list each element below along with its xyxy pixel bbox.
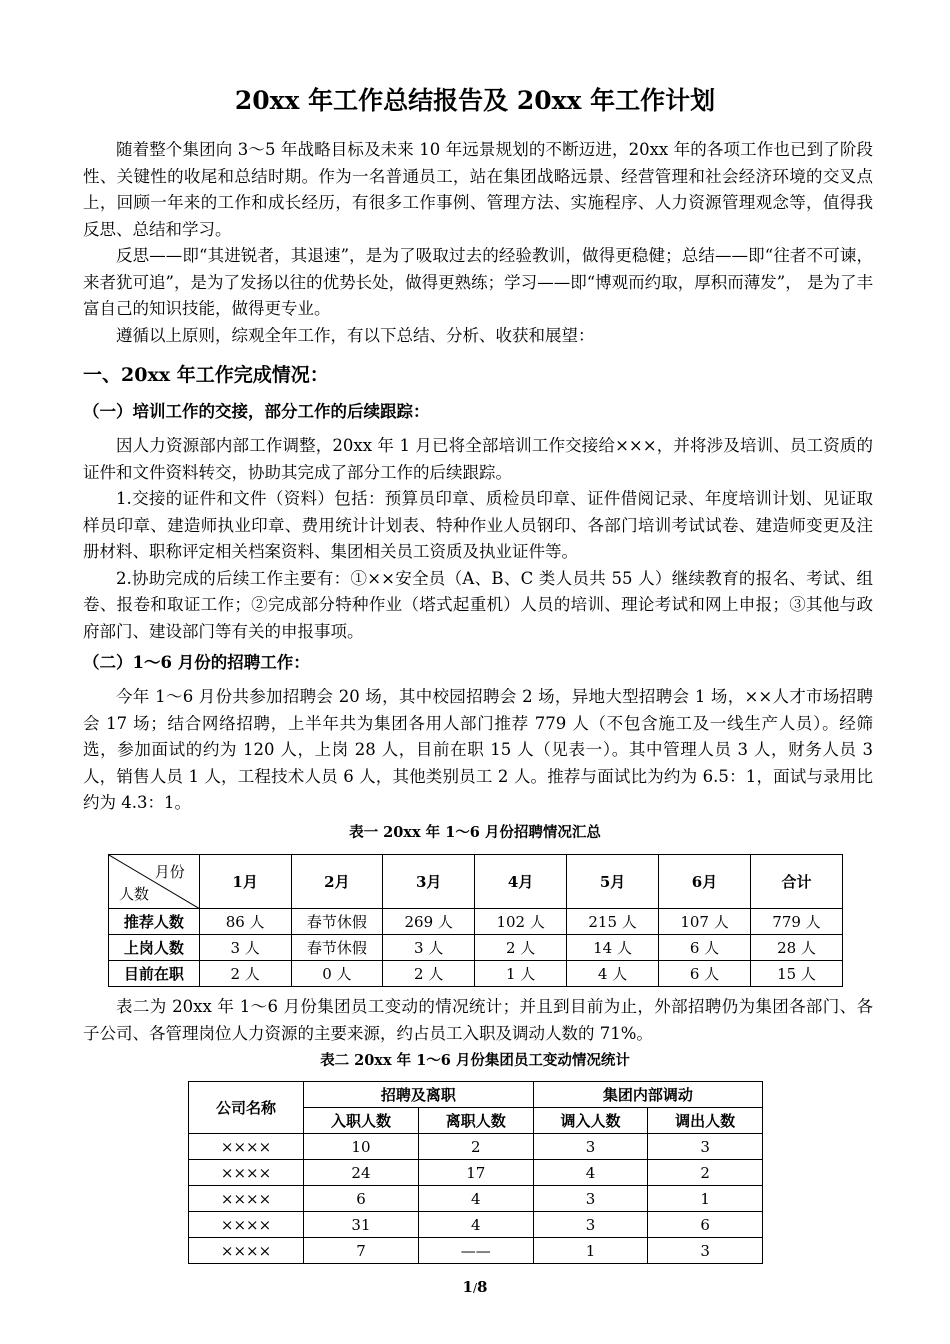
table2-company: ×××× <box>189 1212 304 1238</box>
table1-row-label: 目前在职 <box>109 961 200 987</box>
table1-cell: 4 人 <box>567 961 659 987</box>
intro-section <box>83 137 873 349</box>
table1-cell: 779 人 <box>750 909 842 935</box>
table2-group-header: 招聘及离职 <box>304 1082 534 1108</box>
table2-company-header: 公司名称 <box>189 1082 304 1134</box>
table2-cell: 17 <box>418 1160 533 1186</box>
page-number <box>0 1278 950 1296</box>
table1-row-label: 推荐人数 <box>109 909 200 935</box>
table2-cell: 2 <box>418 1134 533 1160</box>
table2-subheader: 调入人数 <box>533 1108 648 1134</box>
table2-cell: 3 <box>533 1134 648 1160</box>
intro-paragraph-2: 反思——即“其进锐者，其退速”，是为了吸取过去的经验教训，做得更稳健；总结——即“往者不可谏，来者犹可追”，是为了发扬以往的优势长处，做得更熟练；学习——即“博观而约取，厚积而薄发”， 是为了丰富自己的知识技能，做得更专业。 <box>83 246 873 318</box>
table2-staff-changes <box>188 1081 763 1264</box>
table-row <box>189 1160 763 1186</box>
table1-header: 合计 <box>750 855 842 909</box>
table1-row-label: 上岗人数 <box>109 935 200 961</box>
table1-cell: 2 人 <box>383 961 475 987</box>
table1-header: 2月 <box>291 855 383 909</box>
table2-subheader: 离职人数 <box>418 1108 533 1134</box>
table1-cell: 2 人 <box>199 961 291 987</box>
table1-cell: 3 人 <box>383 935 475 961</box>
training-paragraph-1: 因人力资源部内部工作调整，20xx 年 1 月已将全部培训工作交接给×××，并将涉及培训、员工资质的证件和文件资料转交，协助其完成了部分工作的后续跟踪。 <box>83 436 873 482</box>
training-paragraph-3: 2.协助完成的后续工作主要有：①××安全员（A、B、C 类人员共 55 人）继续教育的报名、考试、组卷、报卷和取证工作；②完成部分特种作业（塔式起重机）人员的培训、理论考试和网上申报；③其他与政府部门、建设部门等有关的申报事项。 <box>83 568 873 641</box>
training-paragraph-2: 1.交接的证件和文件（资料）包括：预算员印章、质检员印章、证件借阅记录、年度培训计划、见证取样员印章、建造师执业印章、费用统计计划表、特种作业人员钢印、各部门培训考试试卷、建造师变更及注册材料、职称评定相关档案资料、集团相关员工资质及执业证件等。 <box>83 489 873 561</box>
subsection-heading-1: （一）培训工作的交接，部分工作的后续跟踪： <box>83 402 430 421</box>
table1-header: 4月 <box>475 855 567 909</box>
corner-label-people: 人数 <box>119 885 150 903</box>
table2-cell: 4 <box>418 1212 533 1238</box>
table2-cell: 6 <box>304 1186 419 1212</box>
table1-header: 5月 <box>567 855 659 909</box>
table1-cell: 86 人 <box>199 909 291 935</box>
table2-cell: 1 <box>648 1186 763 1212</box>
subsection-1-body <box>83 433 873 645</box>
table1-header: 1月 <box>199 855 291 909</box>
table1-cell: 春节休假 <box>291 935 383 961</box>
table2-cell: 10 <box>304 1134 419 1160</box>
table1-cell: 28 人 <box>750 935 842 961</box>
table1-cell: 215 人 <box>567 909 659 935</box>
table-row <box>189 1212 763 1238</box>
table1-cell: 107 人 <box>659 909 751 935</box>
table2-company: ×××× <box>189 1160 304 1186</box>
table1-corner-cell <box>109 855 200 909</box>
table-row <box>109 909 843 935</box>
page-separator: / <box>472 1281 478 1295</box>
table-row <box>109 935 843 961</box>
table-row <box>189 1186 763 1212</box>
table2-cell: —— <box>418 1238 533 1264</box>
table1-caption: 表一 20xx 年 1～6 月份招聘情况汇总 <box>349 824 601 841</box>
table2-company: ×××× <box>189 1134 304 1160</box>
table2-cell: 4 <box>533 1160 648 1186</box>
table-row <box>189 1134 763 1160</box>
page-current: 1 <box>462 1278 473 1296</box>
table2-company: ×××× <box>189 1238 304 1264</box>
table1-recruitment <box>108 854 843 987</box>
subsection-heading-2: （二）1～6 月份的招聘工作： <box>83 653 310 672</box>
table2-company: ×××× <box>189 1186 304 1212</box>
table1-cell: 15 人 <box>750 961 842 987</box>
intro-paragraph-1: 随着整个集团向 3～5 年战略目标及未来 10 年远景规划的不断迈进，20xx 年的各项工作也已到了阶段性、关键性的收尾和总结时期。作为一名普通员工，站在集团战略远景、经营管理和社会经济环境的交叉点上，回顾一年来的工作和成长经历，有很多工作事例、管理方法、实施程序、人力资源管理观念等，值得我反思、总结和学习。 <box>83 140 873 239</box>
table2-caption: 表二 20xx 年 1～6 月份集团员工变动情况统计 <box>320 1052 630 1069</box>
table2-cell: 1 <box>533 1238 648 1264</box>
table1-cell: 102 人 <box>475 909 567 935</box>
table2-cell: 6 <box>648 1212 763 1238</box>
table2-cell: 3 <box>648 1238 763 1264</box>
table2-cell: 24 <box>304 1160 419 1186</box>
table1-cell: 春节休假 <box>291 909 383 935</box>
table2-cell: 3 <box>533 1212 648 1238</box>
recruit-paragraph: 今年 1～6 月份共参加招聘会 20 场，其中校园招聘会 2 场，异地大型招聘会 1 场，××人才市场招聘会 17 场；结合网络招聘，上半年共为集团各用人部门推荐 779 人（不包含施工及一线生产人员）。经筛选，参加面试的约为 120 人，上岗 28 人，目前在职 15 人（见表一）。其中管理人员 3 人，财务人员 3 人，销售人员 1 人，工程技术人员 6 人，其他类别员工 2 人。推荐与面试比为约为 6.5：1，面试与录用比约为 4.3：1。 <box>83 687 873 812</box>
table1-header: 6月 <box>659 855 751 909</box>
paragraph-after-table1 <box>83 994 873 1047</box>
table1-cell: 0 人 <box>291 961 383 987</box>
table1-cell: 1 人 <box>475 961 567 987</box>
table2-cell: 2 <box>648 1160 763 1186</box>
table1-cell: 2 人 <box>475 935 567 961</box>
table2-cell: 3 <box>648 1134 763 1160</box>
subsection-2-body <box>83 684 873 817</box>
table2-subheader: 入职人数 <box>304 1108 419 1134</box>
table-row <box>189 1238 763 1264</box>
table1-cell: 6 人 <box>659 961 751 987</box>
corner-label-month: 月份 <box>154 863 185 881</box>
table1-header: 3月 <box>383 855 475 909</box>
document-title: 20xx 年工作总结报告及 20xx 年工作计划 <box>234 86 716 115</box>
table-row <box>109 961 843 987</box>
table2-cell: 7 <box>304 1238 419 1264</box>
section-heading-1: 一、20xx 年工作完成情况： <box>83 364 329 386</box>
page-total: 8 <box>477 1278 488 1296</box>
table1-cell: 14 人 <box>567 935 659 961</box>
table2-subheader: 调出人数 <box>648 1108 763 1134</box>
table1-cell: 269 人 <box>383 909 475 935</box>
table2-cell: 4 <box>418 1186 533 1212</box>
table1-cell: 6 人 <box>659 935 751 961</box>
table2-cell: 3 <box>533 1186 648 1212</box>
intro-paragraph-3: 遵循以上原则，综观全年工作，有以下总结、分析、收获和展望： <box>116 325 595 345</box>
table2-cell: 31 <box>304 1212 419 1238</box>
table1-cell: 3 人 <box>199 935 291 961</box>
staff-change-paragraph: 表二为 20xx 年 1～6 月份集团员工变动的情况统计；并且到目前为止，外部招聘仍为集团各部门、各子公司、各管理岗位人力资源的主要来源，约占员工入职及调动人数的 71%。 <box>83 997 873 1043</box>
table2-group-header: 集团内部调动 <box>533 1082 762 1108</box>
